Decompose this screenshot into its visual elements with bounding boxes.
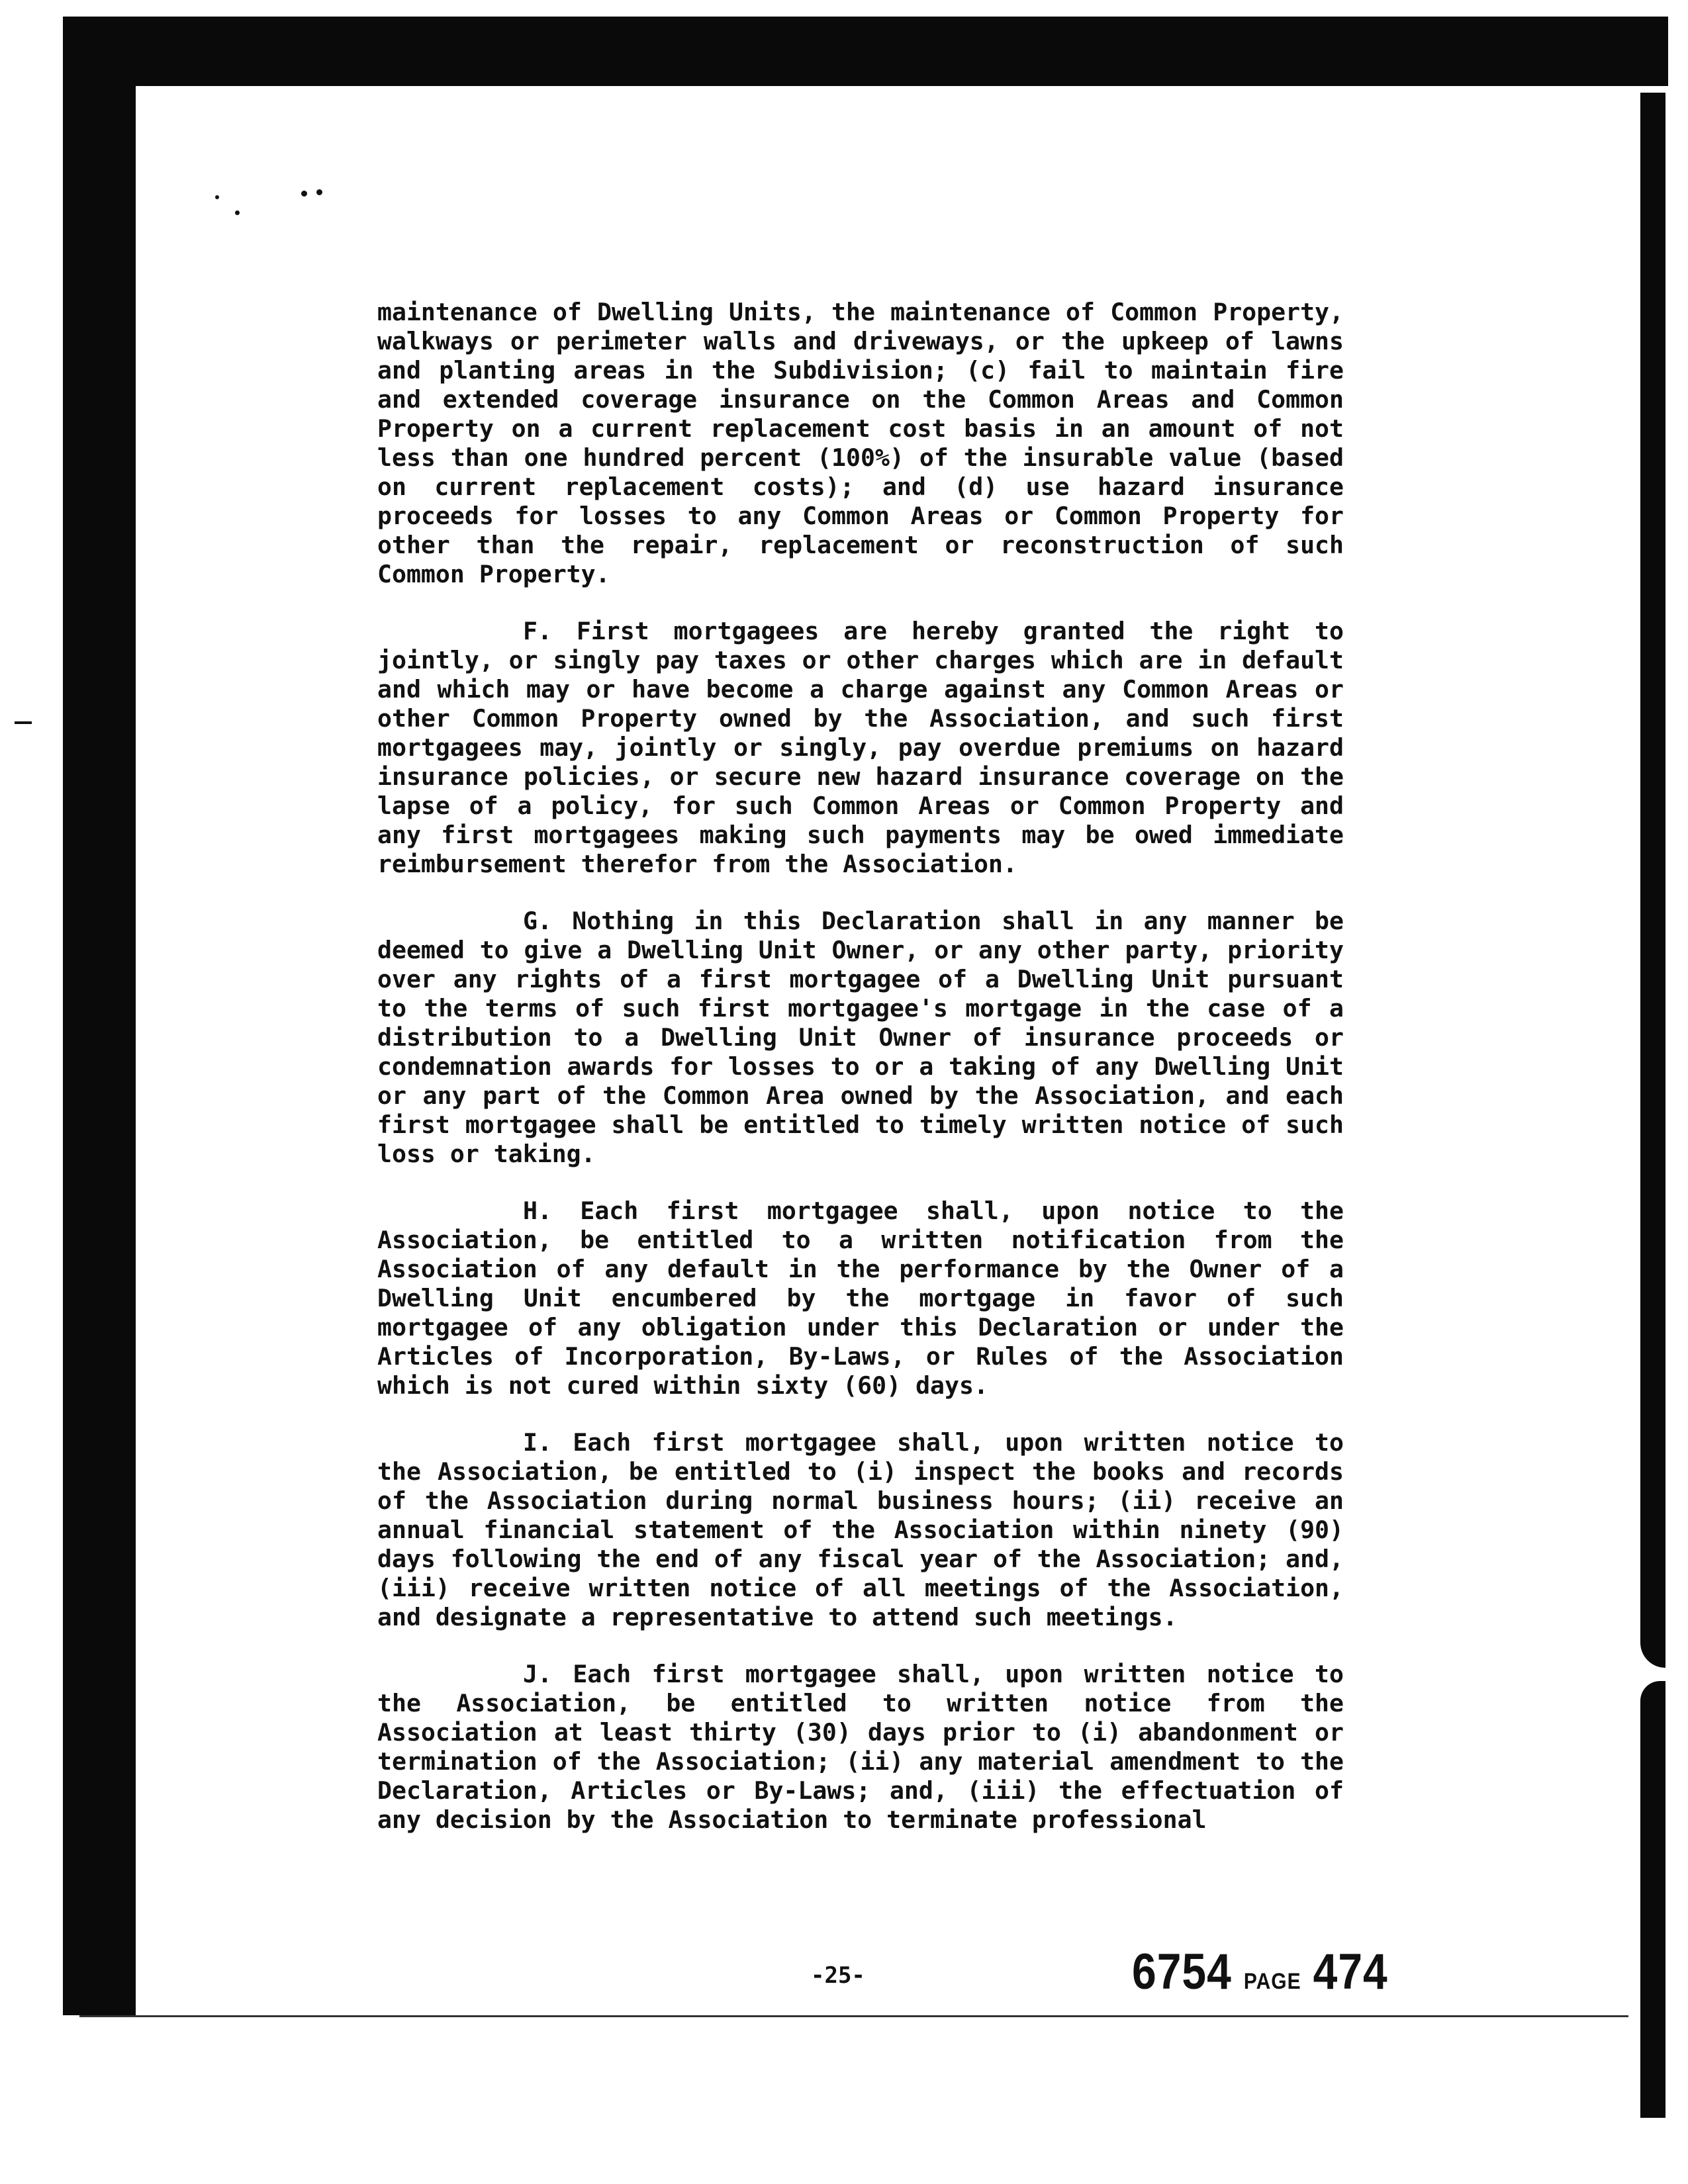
paragraph-text: Nothing in this Declaration shall in any manner be deemed to give a Dwelling Unit Owner, or any other party, priority over any rights of a first mortgagee of a Dwelling Unit pursuant to the terms of such first mortgagee's mortgage in the case of a distribution to a Dwelling Unit Owner of insurance proceeds or condemnation awards for losses to or a taking of any Dwelling Unit or any part of the Common Area owned by the Association, and each first mortgagee shall be entitled to timely written notice of such loss or taking. [377,907,1344,1168]
book-number: 6754 [1132,1943,1232,2000]
page-label: PAGE [1243,1969,1301,1995]
paragraph-text: Each first mortgagee shall, upon notice to the Association, be entitled to a written notification from the Association of any default in the performance by the Owner of a Dwelling Unit encumbered by the mortgage in favor of such mortgagee of any obligation under this Declaration or under the Articles of Incorporation, By-Laws, or Rules of the Association which is not cured within sixty (60) days. [377,1197,1344,1400]
scan-bottom-line [79,2015,1628,2017]
paragraph-text: First mortgagees are hereby granted the right to jointly, or singly pay taxes or other charges which are in default and which may or have become a charge against any Common Areas or other Common Property owned by the Association, and such first mortgagees may, jointly or singly, pay overdue premiums on hazard insurance policies, or secure new hazard insurance coverage on the lapse of a policy, for such Common Areas or Common Property and any first mortgagees making such payments may be owed immediate reimbursement therefor from the Association. [377,617,1344,878]
paragraph-g [377,907,1344,1169]
scan-speck [301,191,307,197]
paragraph-label: F. [523,617,552,645]
document-body [377,298,1344,1862]
paragraph-i [377,1428,1344,1632]
scan-speck [235,210,240,215]
paragraph-j [377,1660,1344,1835]
scan-top-border [63,17,1668,86]
paragraph-f [377,617,1344,879]
paragraph-continuation [377,298,1344,589]
paragraph-text: Each first mortgagee shall, upon written notice to the Association, be entitled to written notice from the Association at least thirty (30) days prior to (i) abandonment or termination of the Association; (ii) any material amendment to the Declaration, Articles or By-Laws; and, (iii) the effectuation of any decision by the Association to terminate professional [377,1660,1344,1834]
scan-right-edge [1640,93,1665,1668]
paragraph-label: G. [523,907,552,935]
book-page-number: 474 [1313,1943,1388,2000]
paragraph-text: maintenance of Dwelling Units, the maintenance of Common Property, walkways or perimeter walls and driveways, or the upkeep of lawns and planting areas in the Subdivision; (c) fail to maintain fire and extended coverage insurance on the Common Areas and Common Property on a current replacement cost basis in an amount of not less than one hundred percent (100%) of the insurable value (based on current replacement costs); and (d) use hazard insurance proceeds for losses to any Common Areas or Common Property for other than the repair, replacement or reconstruction of such Common Property. [377,298,1344,588]
paragraph-text: Each first mortgagee shall, upon written notice to the Association, be entitled to (i) inspect the books and records of the Association during normal business hours; (ii) receive an annual financial statement of the Association within ninety (90) days following the end of any fiscal year of the Association; and, (iii) receive written notice of all meetings of the Association, and designate a representative to attend such meetings. [377,1428,1344,1631]
page-number: -25- [811,1962,865,1989]
paragraph-label: I. [523,1428,552,1457]
paragraph-label: H. [523,1197,552,1225]
recording-stamp [1132,1942,1388,2000]
paragraph-label: J. [523,1660,552,1688]
scan-speck [215,195,219,199]
scan-right-edge-lower [1640,1681,1665,2118]
scan-speck [316,189,322,195]
scan-speck [15,721,32,724]
paragraph-h [377,1197,1344,1400]
scan-left-border [63,73,136,2015]
